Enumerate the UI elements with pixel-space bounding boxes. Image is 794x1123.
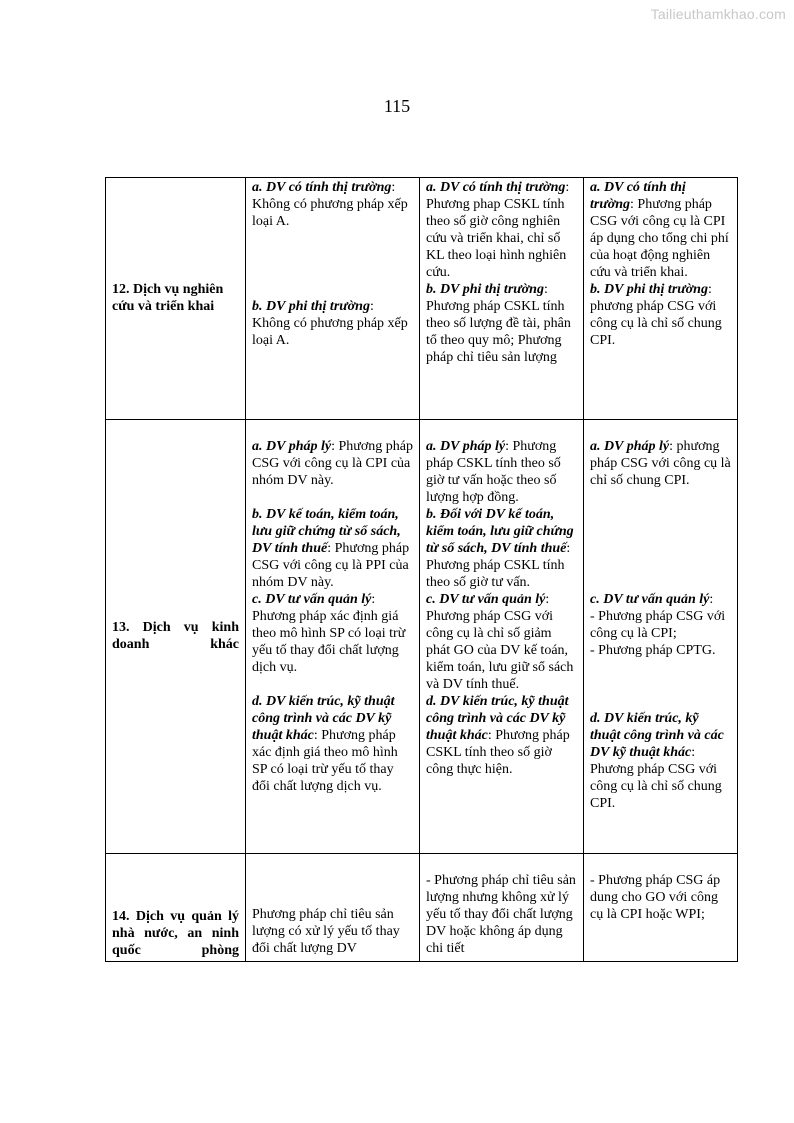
entry [252, 591, 413, 676]
entry-body: : phương pháp CSG với công cụ là chỉ số chung CPI. [590, 282, 722, 348]
table-row-14 [106, 854, 738, 962]
spacer [252, 489, 413, 506]
col1-cell [246, 178, 420, 420]
entry-head: a. DV pháp lý [590, 439, 670, 454]
entry-body: : Phương pháp CSG với công cụ là PPI của nhóm DV này. [252, 541, 410, 590]
entry [590, 591, 731, 659]
entry [590, 281, 731, 349]
entry [590, 438, 731, 489]
entry-head: b. DV phi thị trường [252, 299, 370, 314]
entry-body: : - Phương pháp CSG với công cụ là CPI; - Phương pháp CPTG. [590, 592, 726, 658]
watermark-text: Tailieuthamkhao.com [650, 6, 786, 22]
col3-cell [584, 854, 738, 962]
entry [252, 438, 413, 489]
entry [590, 710, 731, 812]
col1-cell [246, 420, 420, 854]
entry-body: : Phương pháp xác định giá theo mô hình SP có loại trừ yếu tố thay đổi chất lượng dịch vụ. [252, 728, 398, 794]
entry-body: : Phương pháp CSKL tính theo số giờ công thực hiện. [426, 728, 570, 777]
row-label: 13. Dịch vụ kinh doanh khác [112, 620, 239, 652]
entry-body: : Không có phương pháp xếp loại A. [252, 180, 408, 229]
entry-body: : Phương phap CSKL tính theo số giờ công nghiên cứu và triển khai, chỉ số KL theo loại hình nghiên cứu. [426, 180, 570, 280]
table-row-13 [106, 420, 738, 854]
entry-body: : Phương pháp CSG với công cụ là CPI áp dụng cho tổng chi phí của hoạt động nghiên cứu và triển khai. [590, 197, 729, 280]
row-label: 12. Dịch vụ nghiên cứu và triển khai [112, 282, 224, 314]
entry [252, 179, 413, 230]
entry-head: c. DV tư vấn quản lý [590, 592, 710, 607]
col2-cell [420, 854, 584, 962]
entry-body: : Phương pháp CSKL tính theo số giờ tư vấn. [426, 541, 571, 590]
entry-head: a. DV có tính thị trường [252, 180, 392, 195]
entry-body: - Phương pháp chỉ tiêu sản lượng nhưng không xử lý yếu tố thay đổi chất lượng DV hoặc không áp dụng chi tiết [426, 873, 576, 956]
entry [426, 281, 577, 366]
entry-head: c. DV tư vấn quản lý [252, 592, 372, 607]
entry-body: : Phương pháp CSKL tính theo số giờ tư vấn hoặc theo số lượng hợp đồng. [426, 439, 561, 505]
entry-body: : Phương pháp CSKL tính theo số lượng đề tài, phân tổ theo quy mô; Phương pháp chỉ tiêu sản lượng [426, 282, 571, 365]
spacer [590, 489, 731, 591]
row-label-cell [106, 420, 246, 854]
entry-head: a. DV có tính thị trường [426, 180, 566, 195]
row-label-cell [106, 854, 246, 962]
entry-head: d. DV kiến trúc, kỹ thuật công trình và các DV kỹ thuật khác [252, 694, 395, 743]
entry-body: - Phương pháp CSG áp dung cho GO với công cụ là CPI hoặc WPI; [590, 873, 721, 922]
entry-body: : phương pháp CSG với công cụ là chỉ số chung CPI. [590, 439, 731, 488]
entry-body: : Phương pháp CSG với công cụ là chỉ số chung CPI. [590, 745, 722, 811]
col2-cell [420, 178, 584, 420]
entry [252, 506, 413, 591]
methods-table [105, 177, 738, 962]
entry [426, 438, 577, 506]
entry-head: b. Đối với DV kế toán, kiểm toán, lưu giữ chứng từ sổ sách, DV tính thuế [426, 507, 574, 556]
row-label: 14. Dịch vụ quản lý nhà nước, an ninh quốc phòng [112, 909, 239, 958]
entry-body: : Không có phương pháp xếp loại A. [252, 299, 408, 348]
spacer [252, 230, 413, 298]
entry-head: a. DV pháp lý [426, 439, 506, 454]
col2-cell [420, 420, 584, 854]
entry-head: c. DV tư vấn quản lý [426, 592, 546, 607]
entry [426, 179, 577, 281]
col1-cell [246, 854, 420, 962]
entry [252, 298, 413, 349]
entry-head: d. DV kiến trúc, kỹ thuật công trình và các DV kỹ thuật khác [590, 711, 724, 760]
col3-cell [584, 178, 738, 420]
entry-head: b. DV phi thị trường [426, 282, 544, 297]
entry [426, 591, 577, 693]
entry-head: d. DV kiến trúc, kỹ thuật công trình và các DV kỹ thuật khác [426, 694, 569, 743]
row-label-cell [106, 178, 246, 420]
entry-head: a. DV pháp lý [252, 439, 332, 454]
entry [590, 179, 731, 281]
entry-body: : Phương pháp CSG với công cụ là chỉ số giảm phát GO của DV kế toán, kiểm toán, lưu giữ sổ sách và DV tính thuế. [426, 592, 574, 692]
entry-head: a. DV có tính thị trường [590, 180, 686, 212]
entry-head: b. DV kế toán, kiểm toán, lưu giữ chứng từ sổ sách, DV tính thuế [252, 507, 401, 556]
table-row-12 [106, 178, 738, 420]
col3-cell [584, 420, 738, 854]
entry-body: : Phương pháp xác định giá theo mô hình SP có loại trừ yếu tố thay đổi chất lượng dịch vụ. [252, 592, 406, 675]
page-number: 115 [383, 96, 411, 116]
entry-body: Phương pháp chỉ tiêu sản lượng có xử lý yếu tố thay đổi chất lượng DV [252, 907, 400, 956]
entry-body: : Phương pháp CSG với công cụ là CPI của nhóm DV này. [252, 439, 413, 488]
spacer [252, 676, 413, 693]
spacer [590, 659, 731, 710]
entry [252, 693, 413, 795]
entry [426, 693, 577, 778]
entry [426, 506, 577, 591]
entry-head: b. DV phi thị trường [590, 282, 708, 297]
